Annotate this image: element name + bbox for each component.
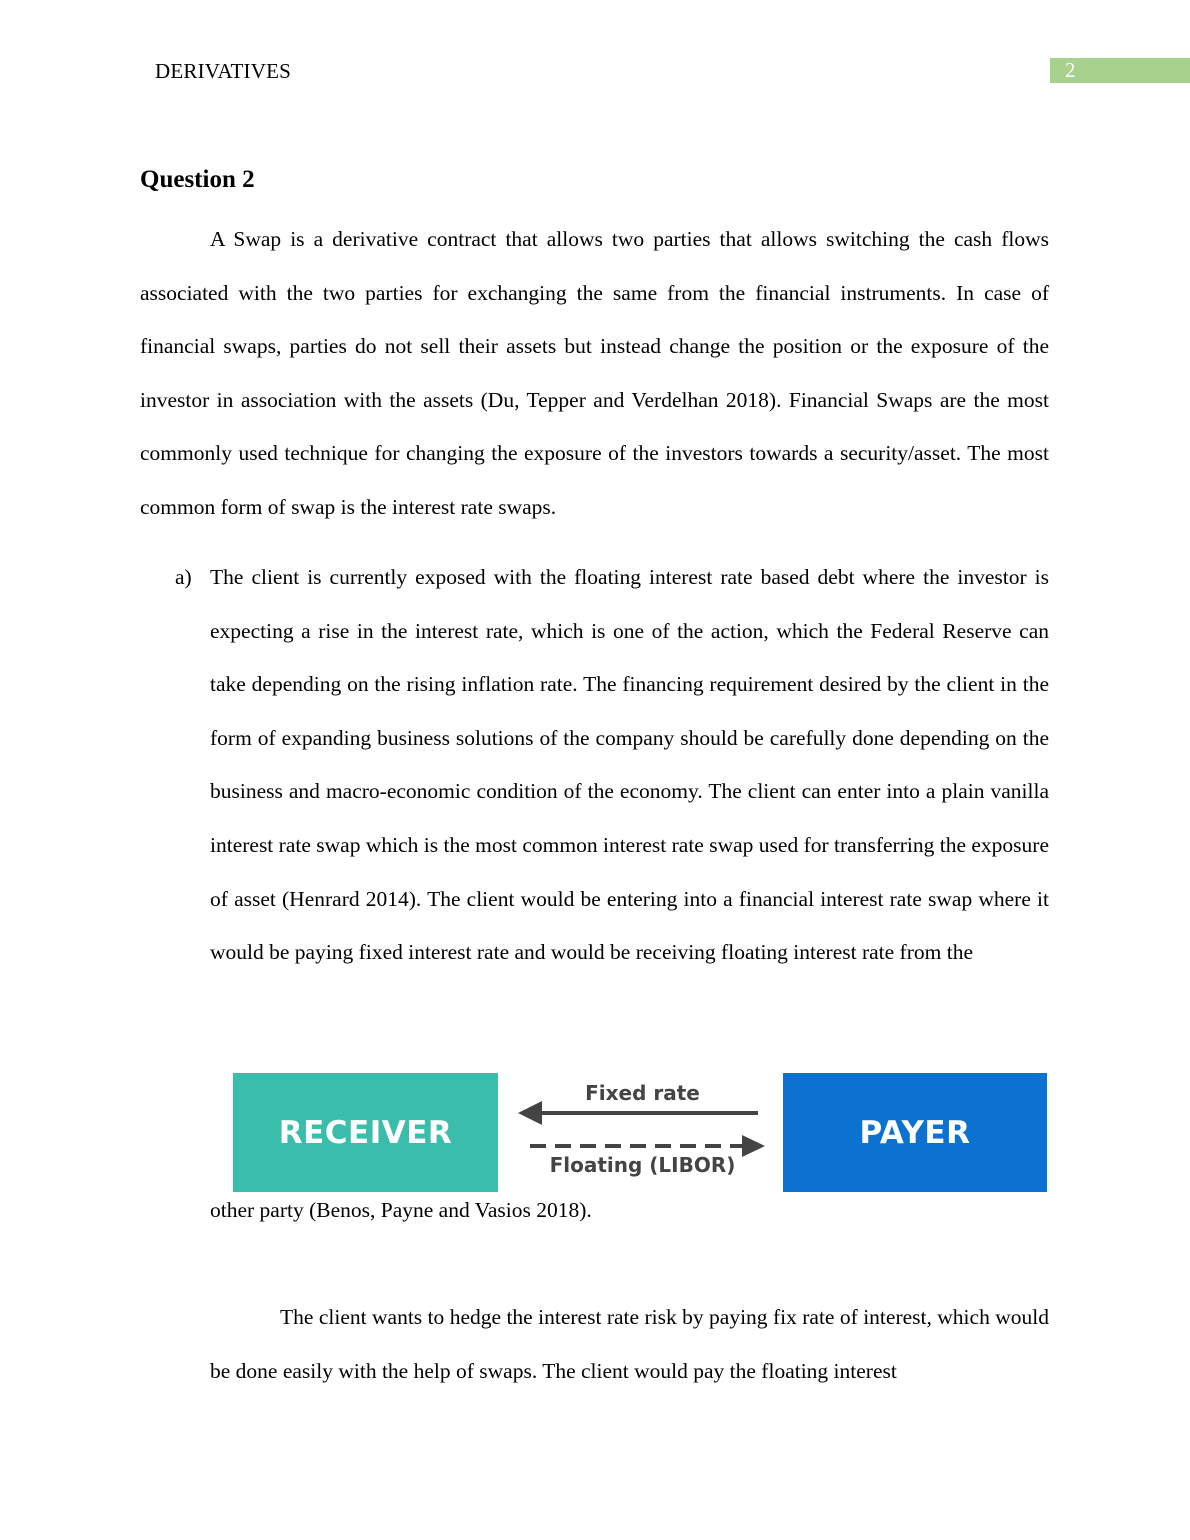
fixed-rate-arrow-left-icon bbox=[518, 1101, 758, 1125]
section-heading: Question 2 bbox=[140, 166, 255, 193]
page-number-badge bbox=[1050, 58, 1190, 83]
running-header-title: DERIVATIVES bbox=[155, 59, 291, 83]
closing-paragraph: The client wants to hedge the interest rate risk by paying fix rate of interest, which would be done easily with the help of swaps. The client would pay the floating interest bbox=[210, 1305, 1049, 1383]
swap-diagram bbox=[210, 1065, 1049, 1200]
list-item-a-text: The client is currently exposed with the floating interest rate based debt where the investor is expecting a rise in the interest rate, which is one of the action, which the Federal Reserve can take depending on the rising inflation rate. The financing requirement desired by the client in the form of expanding business solutions of the company should be carefully done depending on the business and macro-economic condition of the economy. The client can enter into a plain vanilla interest rate swap which is the most common interest rate swap used for transferring the exposure of asset (Henrard 2014). The client would be entering into a financial interest rate swap where it would be paying fixed interest rate and would be receiving floating interest rate from the bbox=[210, 565, 1049, 965]
list-item-a-continuation: other party (Benos, Payne and Vasios 2018). bbox=[210, 1198, 592, 1222]
receiver-label: RECEIVER bbox=[278, 1114, 453, 1151]
receiver-box bbox=[233, 1073, 498, 1192]
intro-paragraph: A Swap is a derivative contract that allows two parties that allows switching the cash flows associated with the two parties for exchanging the same from the financial instruments. In case of financial swaps, parties do not sell their assets but instead change the position or the exposure of the investor in association with the assets (Du, Tepper and Verdelhan 2018). Financial Swaps are the most commonly used technique for changing the exposure of the investors towards a security/asset. The most common form of swap is the interest rate swaps. bbox=[140, 227, 1049, 519]
page-number: 2 bbox=[1065, 58, 1076, 82]
floating-rate-label: Floating (LIBOR) bbox=[549, 1153, 736, 1177]
payer-box bbox=[783, 1073, 1047, 1192]
fixed-rate-label: Fixed rate bbox=[585, 1081, 700, 1105]
list-item-marker: a) bbox=[175, 565, 192, 589]
payer-label: PAYER bbox=[859, 1114, 971, 1151]
